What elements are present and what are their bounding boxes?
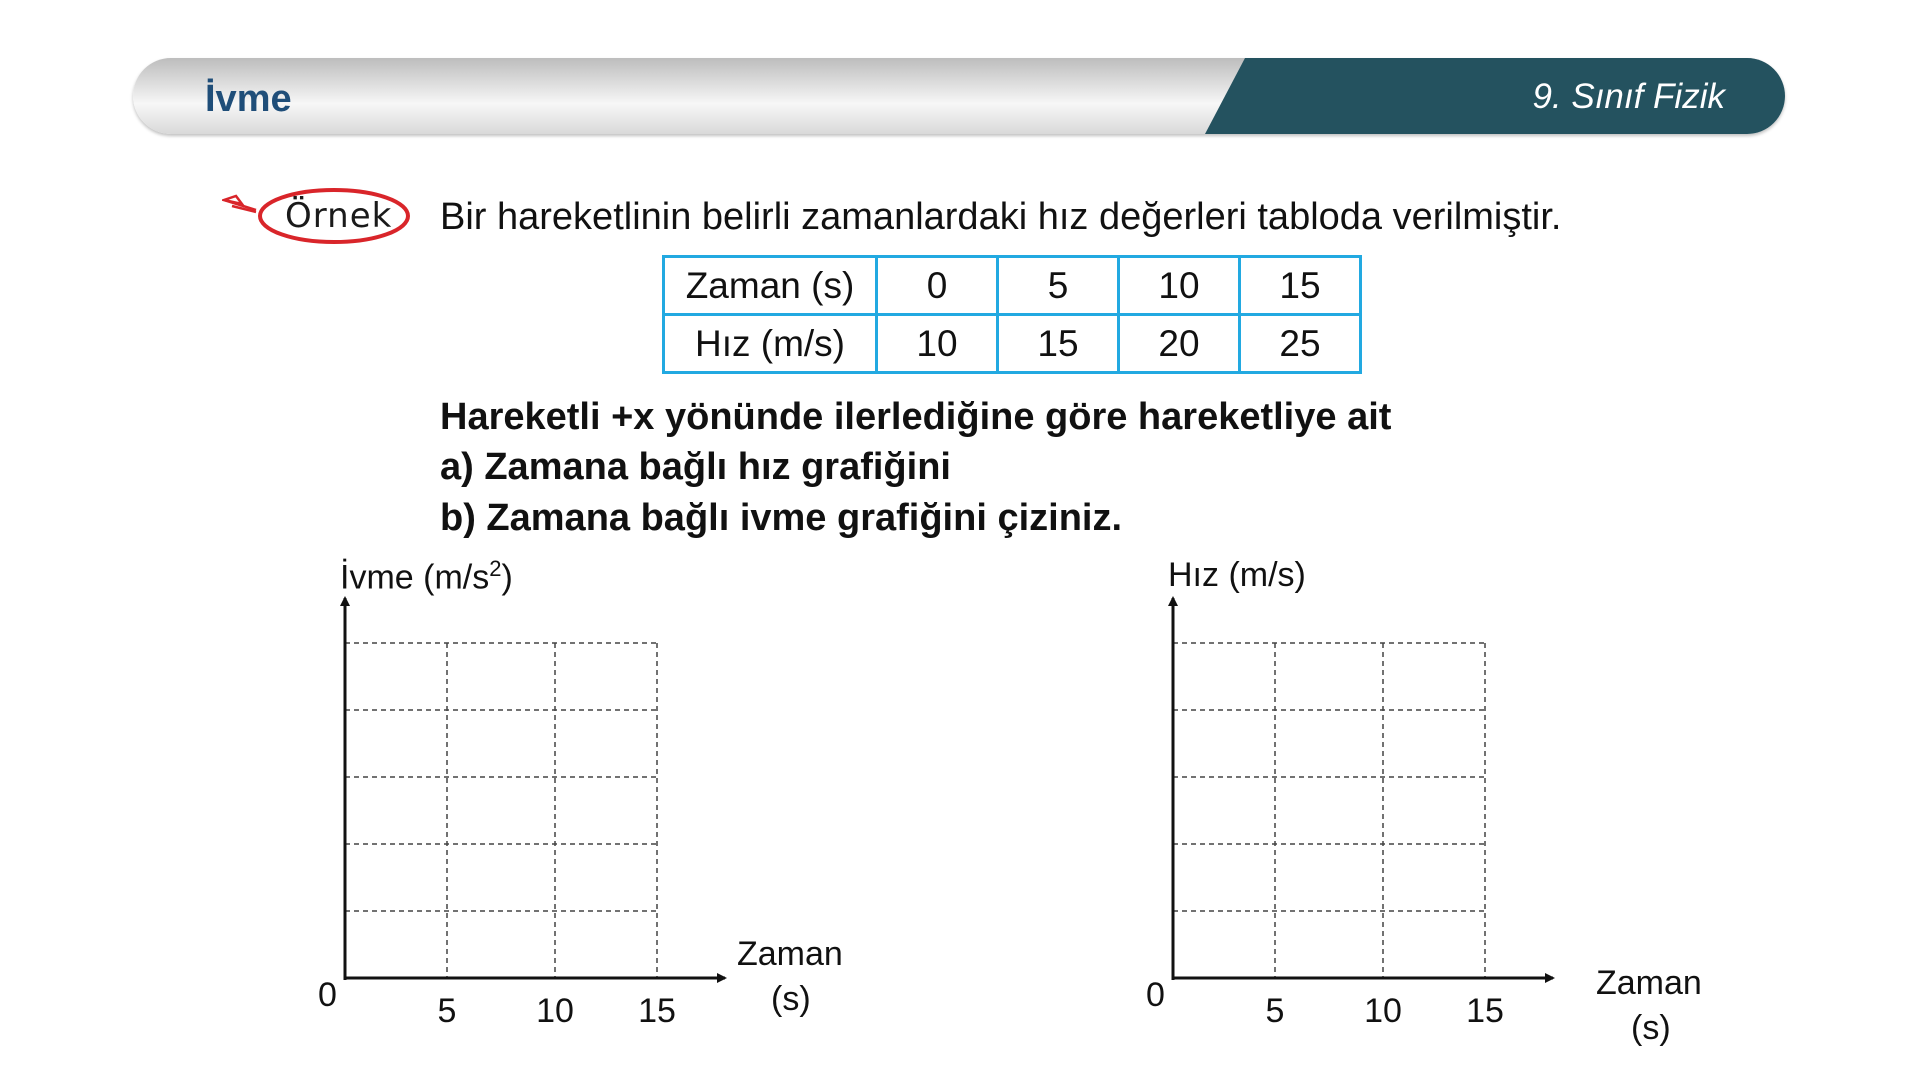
example-intro-text: Bir hareketlinin belirli zamanlardaki hız değerleri tabloda verilmiştir. [440, 196, 1562, 238]
table-cell: 15 [1240, 257, 1361, 315]
acceleration-graph-grid [345, 643, 657, 978]
question-line-3: b) Zamana bağlı ivme grafiğini çiziniz. [440, 497, 1123, 539]
speed-graph-grid [1173, 643, 1485, 978]
acceleration-origin-label: 0 [318, 976, 337, 1014]
table-header-speed: Hız (m/s) [664, 315, 877, 373]
acceleration-y-axis-label: İvme $(m/s^2)$ [340, 556, 513, 597]
table-cell: 25 [1240, 315, 1361, 373]
acceleration-x-tick: 15 [638, 992, 676, 1030]
acceleration-x-tick: 10 [536, 992, 574, 1030]
speed-x-axis-label-line2: (s) [1631, 1009, 1671, 1047]
topic-title: İvme [205, 78, 292, 120]
speed-origin-label: 0 [1146, 976, 1165, 1014]
table-cell: 10 [877, 315, 998, 373]
table-cell: 0 [877, 257, 998, 315]
table-header-time: Zaman (s) [664, 257, 877, 315]
speed-x-tick: 10 [1364, 992, 1402, 1030]
acceleration-x-axis-label-line2: (s) [771, 980, 811, 1018]
example-badge-label: Örnek [285, 196, 393, 236]
table-cell: 20 [1119, 315, 1240, 373]
subject-label: 9. Sınıf Fizik [1532, 77, 1725, 116]
speed-graph-axes [1173, 598, 1553, 980]
speed-x-tick: 15 [1466, 992, 1504, 1030]
speed-y-axis-label: Hız (m/s) [1168, 556, 1306, 594]
question-line-2: a) Zamana bağlı hız grafiğini [440, 446, 951, 488]
acceleration-x-tick: 5 [437, 992, 457, 1030]
table-cell: 10 [1119, 257, 1240, 315]
table-cell: 15 [998, 315, 1119, 373]
question-line-1: Hareketli +x yönünde ilerlediğine göre hareketliye ait [440, 396, 1392, 438]
speed-x-axis-label-line1: Zaman [1596, 964, 1702, 1002]
acceleration-graph-axes [345, 598, 725, 980]
acceleration-x-axis-label-line1: Zaman [737, 935, 843, 973]
table-cell: 5 [998, 257, 1119, 315]
speed-x-tick: 5 [1265, 992, 1285, 1030]
